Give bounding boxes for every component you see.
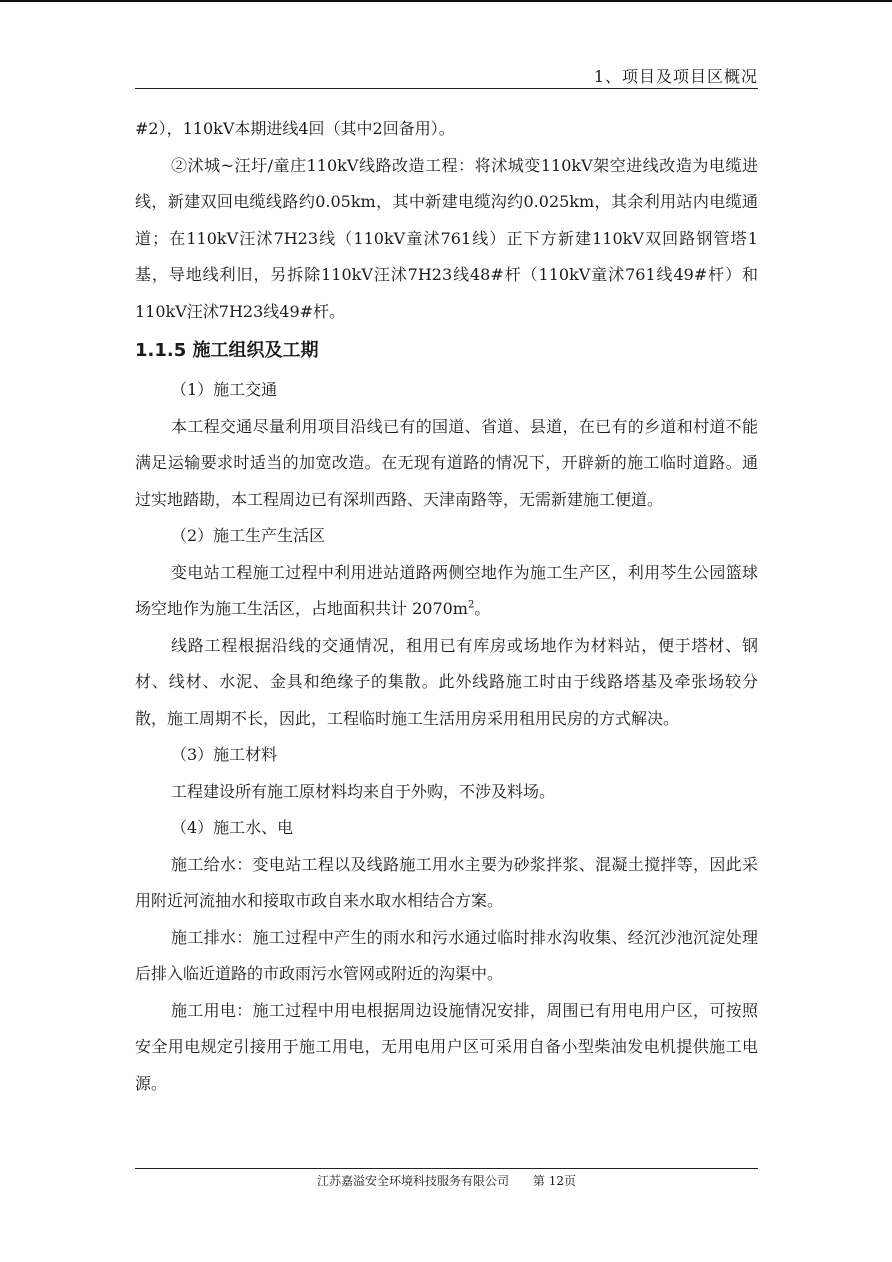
top-border [0,0,892,2]
area-unit-superscript: 2 [467,599,475,611]
paragraph-materials: 工程建设所有施工原材料均来自于外购，不涉及料场。 [171,781,556,801]
paragraph-drainage: 施工排水：施工过程中产生的雨水和污水通过临时排水沟收集、经沉沙池沉淀处理后排入临近道路的市政雨污水管网或附近的沟渠中。 [135,927,758,983]
paragraph-water-supply: 施工给水：变电站工程以及线路施工用水主要为砂浆拌浆、混凝土搅拌等，因此采用附近河流抽水和接取市政自来水取水相结合方案。 [135,854,758,910]
document-body [135,111,758,1102]
paragraph-substation-camp [135,555,758,628]
paragraph-substation-camp-end: 。 [474,599,491,618]
footer-page-number: 第 12页 [532,1174,576,1188]
section-heading: 1.1.5 施工组织及工期 [135,340,319,361]
page-header [135,62,758,89]
chapter-title: 1、项目及项目区概况 [593,67,758,86]
subsection-title-water-power: （4）施工水、电 [171,818,294,837]
footer-company: 江苏嘉溢安全环境科技服务有限公司 [317,1174,510,1188]
page-footer [135,1168,758,1189]
subsection-title-camp: （2）施工生产生活区 [171,526,326,545]
paragraph-continuation: #2），110kV本期进线4回（其中2回备用）。 [135,119,455,138]
paragraph-line-upgrade: ②沭城~汪圩/童庄110kV线路改造工程：将沭城变110kV架空进线改造为电缆进线，新建双回电缆线路约0.05km，其中新建电缆沟约0.025km，其余利用站内电缆通道；在110kV汪沭7H23线（110kV童沭761线）正下方新建110kV双回路钢管塔1基，导地线利旧，另拆除110kV汪沭7H23线48#杆（110kV童沭761线49#杆）和110kV汪沭7H23线49#杆。 [135,155,758,321]
paragraph-traffic: 本工程交通尽量利用项目沿线已有的国道、省道、县道，在已有的乡道和村道不能满足运输要求时适当的加宽改造。在无现有道路的情况下，开辟新的施工临时道路。通过实地踏勘，本工程周边已有深圳西路、天津南路等，无需新建施工便道。 [135,416,758,509]
subsection-title-materials: （3）施工材料 [171,745,278,764]
paragraph-substation-camp-text: 变电站工程施工过程中利用进站道路两侧空地作为施工生产区，利用芩生公园篮球场空地作为施工生活区，占地面积共计 2070m [135,562,758,618]
paragraph-line-camp: 线路工程根据沿线的交通情况，租用已有库房或场地作为材料站，便于塔材、钢材、线材、水泥、金具和绝缘子的集散。此外线路施工时由于线路塔基及牵张场较分散，施工周期不长，因此，工程临时施工生活用房采用租用民房的方式解决。 [135,635,758,728]
paragraph-power-supply: 施工用电：施工过程中用电根据周边设施情况安排，周围已有用电用户区，可按照安全用电规定引接用于施工用电，无用电用户区可采用自备小型柴油发电机提供施工电源。 [135,1000,758,1093]
subsection-title-traffic: （1）施工交通 [171,380,278,399]
